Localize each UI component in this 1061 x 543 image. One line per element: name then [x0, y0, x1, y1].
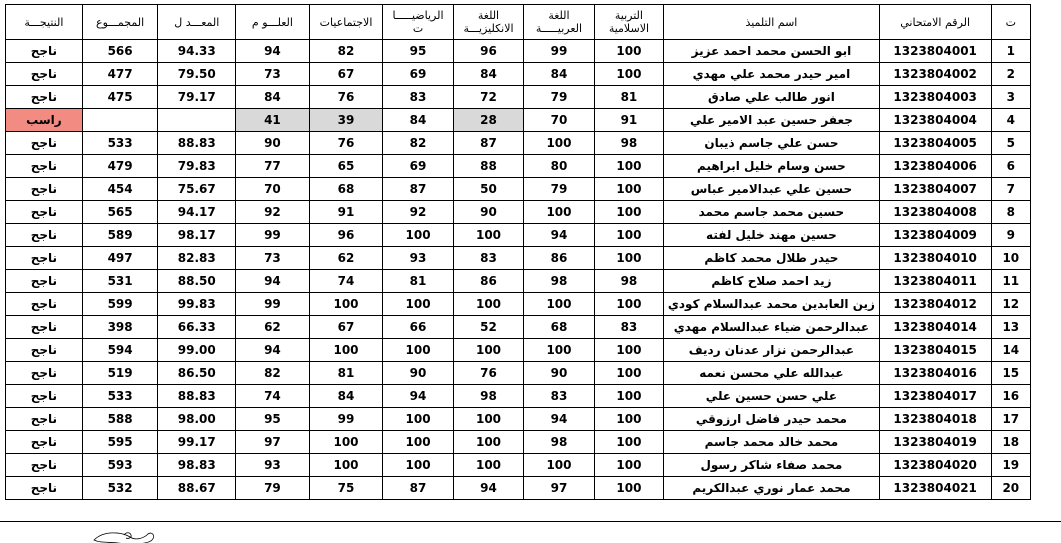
cell-english: 87: [453, 132, 523, 155]
cell-average: 98.17: [158, 224, 236, 247]
cell-math: 81: [383, 270, 453, 293]
cell-english: 100: [453, 431, 523, 454]
cell-exam-number: 1323804017: [879, 385, 991, 408]
cell-student-name: انور طالب علي صادق: [664, 86, 880, 109]
cell-math: 82: [383, 132, 453, 155]
cell-total: 565: [82, 201, 158, 224]
cell-student-name: حسين علي عبدالامير عباس: [664, 178, 880, 201]
cell-math: 100: [383, 454, 453, 477]
table-row: [6, 454, 1031, 477]
cell-result: ناجح: [6, 431, 83, 454]
cell-english: 100: [453, 454, 523, 477]
cell-seq: 2: [991, 63, 1030, 86]
table-row: [6, 431, 1031, 454]
cell-average: 94.33: [158, 40, 236, 63]
cell-exam-number: 1323804014: [879, 316, 991, 339]
cell-math: 92: [383, 201, 453, 224]
cell-result: ناجح: [6, 86, 83, 109]
cell-result: ناجح: [6, 270, 83, 293]
cell-english: 90: [453, 201, 523, 224]
cell-social-studies: 75: [309, 477, 383, 500]
cell-social-studies: 100: [309, 431, 383, 454]
cell-average: 88.83: [158, 132, 236, 155]
cell-social-studies: 96: [309, 224, 383, 247]
cell-english: 86: [453, 270, 523, 293]
cell-arabic: 94: [524, 408, 594, 431]
cell-islamic-education: 98: [594, 270, 663, 293]
cell-seq: 9: [991, 224, 1030, 247]
header-english: اللغة الانكليزيـــة: [453, 5, 523, 40]
table-row: [6, 178, 1031, 201]
cell-math: 93: [383, 247, 453, 270]
table-row: [6, 63, 1031, 86]
cell-student-name: حسن وسام خليل ابراهيم: [664, 155, 880, 178]
header-science: العلـــو م: [236, 5, 310, 40]
cell-science: 74: [236, 385, 310, 408]
cell-student-name: زيد احمد صلاح كاظم: [664, 270, 880, 293]
cell-student-name: حسين مهند خليل لفته: [664, 224, 880, 247]
cell-exam-number: 1323804008: [879, 201, 991, 224]
cell-exam-number: 1323804016: [879, 362, 991, 385]
cell-exam-number: 1323804018: [879, 408, 991, 431]
cell-exam-number: 1323804011: [879, 270, 991, 293]
cell-math: 87: [383, 178, 453, 201]
cell-student-name: امير حيدر محمد علي مهدي: [664, 63, 880, 86]
header-math: الرياضيـــــا ت: [383, 5, 453, 40]
cell-science: 95: [236, 408, 310, 431]
cell-science: 73: [236, 247, 310, 270]
table-row: [6, 86, 1031, 109]
table-row: [6, 201, 1031, 224]
cell-math: 83: [383, 86, 453, 109]
cell-average: 88.83: [158, 385, 236, 408]
cell-exam-number: 1323804004: [879, 109, 991, 132]
cell-islamic-education: 98: [594, 132, 663, 155]
cell-result: ناجح: [6, 316, 83, 339]
cell-result: ناجح: [6, 362, 83, 385]
cell-arabic: 90: [524, 362, 594, 385]
cell-student-name: حسن علي جاسم ذيبان: [664, 132, 880, 155]
cell-seq: 7: [991, 178, 1030, 201]
cell-total: 532: [82, 477, 158, 500]
cell-average: 75.67: [158, 178, 236, 201]
signature-icon: [92, 528, 162, 543]
cell-social-studies: 39: [309, 109, 383, 132]
cell-result: ناجح: [6, 339, 83, 362]
cell-student-name: عبدالرحمن ضياء عبدالسلام مهدي: [664, 316, 880, 339]
cell-average: 94.17: [158, 201, 236, 224]
cell-arabic: 100: [524, 132, 594, 155]
cell-student-name: محمد عمار نوري عبدالكريم: [664, 477, 880, 500]
cell-average: 98.83: [158, 454, 236, 477]
cell-total: 479: [82, 155, 158, 178]
cell-exam-number: 1323804003: [879, 86, 991, 109]
cell-english: 28: [453, 109, 523, 132]
cell-islamic-education: 100: [594, 362, 663, 385]
cell-science: 99: [236, 293, 310, 316]
cell-result: ناجح: [6, 40, 83, 63]
cell-exam-number: 1323804007: [879, 178, 991, 201]
cell-social-studies: 62: [309, 247, 383, 270]
table-row: [6, 40, 1031, 63]
cell-average: 88.50: [158, 270, 236, 293]
cell-math: 87: [383, 477, 453, 500]
cell-result: ناجح: [6, 201, 83, 224]
cell-result: ناجح: [6, 477, 83, 500]
cell-arabic: 100: [524, 201, 594, 224]
cell-islamic-education: 100: [594, 40, 663, 63]
cell-seq: 17: [991, 408, 1030, 431]
cell-result: ناجح: [6, 385, 83, 408]
cell-social-studies: 76: [309, 86, 383, 109]
cell-arabic: 98: [524, 270, 594, 293]
cell-english: 88: [453, 155, 523, 178]
cell-total: 454: [82, 178, 158, 201]
cell-english: 72: [453, 86, 523, 109]
cell-islamic-education: 100: [594, 63, 663, 86]
cell-science: 79: [236, 477, 310, 500]
cell-arabic: 83: [524, 385, 594, 408]
cell-math: 69: [383, 155, 453, 178]
cell-arabic: 86: [524, 247, 594, 270]
cell-english: 96: [453, 40, 523, 63]
cell-math: 100: [383, 224, 453, 247]
cell-arabic: 79: [524, 86, 594, 109]
cell-science: 70: [236, 178, 310, 201]
cell-total: 531: [82, 270, 158, 293]
cell-total: 594: [82, 339, 158, 362]
cell-arabic: 100: [524, 454, 594, 477]
cell-exam-number: 1323804002: [879, 63, 991, 86]
cell-total: 589: [82, 224, 158, 247]
cell-exam-number: 1323804012: [879, 293, 991, 316]
cell-science: 84: [236, 86, 310, 109]
table-row: [6, 477, 1031, 500]
cell-result: ناجح: [6, 155, 83, 178]
header-exam-number: الرقم الامتحاني: [879, 5, 991, 40]
cell-total: 398: [82, 316, 158, 339]
cell-average: 98.00: [158, 408, 236, 431]
cell-exam-number: 1323804019: [879, 431, 991, 454]
cell-seq: 11: [991, 270, 1030, 293]
cell-science: 41: [236, 109, 310, 132]
cell-seq: 15: [991, 362, 1030, 385]
cell-social-studies: 99: [309, 408, 383, 431]
cell-islamic-education: 100: [594, 224, 663, 247]
cell-seq: 6: [991, 155, 1030, 178]
cell-arabic: 84: [524, 63, 594, 86]
cell-science: 99: [236, 224, 310, 247]
cell-english: 98: [453, 385, 523, 408]
cell-english: 100: [453, 408, 523, 431]
cell-science: 94: [236, 270, 310, 293]
cell-social-studies: 76: [309, 132, 383, 155]
cell-islamic-education: 100: [594, 339, 663, 362]
cell-islamic-education: 100: [594, 178, 663, 201]
cell-average: 86.50: [158, 362, 236, 385]
cell-math: 84: [383, 109, 453, 132]
cell-arabic: 94: [524, 224, 594, 247]
cell-average: [158, 109, 236, 132]
cell-arabic: 79: [524, 178, 594, 201]
cell-result: ناجح: [6, 454, 83, 477]
cell-islamic-education: 100: [594, 201, 663, 224]
cell-exam-number: 1323804015: [879, 339, 991, 362]
cell-islamic-education: 100: [594, 477, 663, 500]
cell-total: 533: [82, 132, 158, 155]
cell-math: 69: [383, 63, 453, 86]
cell-seq: 14: [991, 339, 1030, 362]
cell-social-studies: 100: [309, 293, 383, 316]
table-row: [6, 362, 1031, 385]
cell-result: ناجح: [6, 224, 83, 247]
cell-average: 99.83: [158, 293, 236, 316]
cell-average: 99.17: [158, 431, 236, 454]
cell-social-studies: 100: [309, 454, 383, 477]
cell-exam-number: 1323804001: [879, 40, 991, 63]
cell-average: 66.33: [158, 316, 236, 339]
cell-total: 566: [82, 40, 158, 63]
cell-student-name: حيدر طلال محمد كاظم: [664, 247, 880, 270]
cell-total: [82, 109, 158, 132]
cell-science: 73: [236, 63, 310, 86]
cell-islamic-education: 100: [594, 454, 663, 477]
cell-average: 79.17: [158, 86, 236, 109]
header-row: [6, 5, 1031, 40]
cell-english: 100: [453, 224, 523, 247]
cell-arabic: 68: [524, 316, 594, 339]
cell-result: ناجح: [6, 132, 83, 155]
cell-exam-number: 1323804006: [879, 155, 991, 178]
grades-body: [6, 40, 1031, 500]
table-row: [6, 247, 1031, 270]
cell-seq: 12: [991, 293, 1030, 316]
cell-seq: 8: [991, 201, 1030, 224]
cell-islamic-education: 100: [594, 431, 663, 454]
cell-student-name: حسين محمد جاسم محمد: [664, 201, 880, 224]
cell-student-name: زين العابدين محمد عبدالسلام كودي: [664, 293, 880, 316]
cell-science: 90: [236, 132, 310, 155]
cell-total: 533: [82, 385, 158, 408]
cell-science: 97: [236, 431, 310, 454]
cell-seq: 16: [991, 385, 1030, 408]
table-row: [6, 339, 1031, 362]
cell-english: 76: [453, 362, 523, 385]
cell-total: 593: [82, 454, 158, 477]
header-seq: ت: [991, 5, 1030, 40]
results-sheet: [5, 4, 1031, 500]
cell-social-studies: 100: [309, 339, 383, 362]
cell-result: ناجح: [6, 178, 83, 201]
cell-islamic-education: 100: [594, 247, 663, 270]
cell-english: 94: [453, 477, 523, 500]
cell-social-studies: 74: [309, 270, 383, 293]
cell-science: 77: [236, 155, 310, 178]
cell-arabic: 100: [524, 339, 594, 362]
header-average: المعـــد ل: [158, 5, 236, 40]
cell-english: 84: [453, 63, 523, 86]
cell-arabic: 70: [524, 109, 594, 132]
cell-social-studies: 81: [309, 362, 383, 385]
table-row: [6, 109, 1031, 132]
cell-average: 99.00: [158, 339, 236, 362]
cell-exam-number: 1323804010: [879, 247, 991, 270]
cell-islamic-education: 91: [594, 109, 663, 132]
cell-average: 79.50: [158, 63, 236, 86]
cell-islamic-education: 83: [594, 316, 663, 339]
cell-result: ناجح: [6, 63, 83, 86]
cell-student-name: محمد حيدر فاضل ارزوقي: [664, 408, 880, 431]
cell-exam-number: 1323804020: [879, 454, 991, 477]
cell-social-studies: 65: [309, 155, 383, 178]
cell-student-name: علي حسن حسين علي: [664, 385, 880, 408]
cell-math: 100: [383, 408, 453, 431]
table-row: [6, 316, 1031, 339]
cell-science: 93: [236, 454, 310, 477]
cell-science: 94: [236, 339, 310, 362]
cell-exam-number: 1323804009: [879, 224, 991, 247]
cell-student-name: ابو الحسن محمد احمد عزيز: [664, 40, 880, 63]
cell-science: 82: [236, 362, 310, 385]
cell-islamic-education: 100: [594, 293, 663, 316]
cell-average: 88.67: [158, 477, 236, 500]
cell-arabic: 80: [524, 155, 594, 178]
cell-seq: 4: [991, 109, 1030, 132]
cell-social-studies: 82: [309, 40, 383, 63]
cell-math: 100: [383, 431, 453, 454]
cell-result: راسب: [6, 109, 83, 132]
cell-social-studies: 91: [309, 201, 383, 224]
cell-total: 475: [82, 86, 158, 109]
cell-seq: 19: [991, 454, 1030, 477]
cell-science: 94: [236, 40, 310, 63]
cell-seq: 20: [991, 477, 1030, 500]
cell-islamic-education: 81: [594, 86, 663, 109]
cell-arabic: 98: [524, 431, 594, 454]
cell-english: 100: [453, 293, 523, 316]
table-row: [6, 408, 1031, 431]
cell-result: ناجح: [6, 408, 83, 431]
cell-english: 83: [453, 247, 523, 270]
cell-result: ناجح: [6, 247, 83, 270]
cell-math: 66: [383, 316, 453, 339]
cell-social-studies: 67: [309, 63, 383, 86]
header-student-name: اسم التلميذ: [664, 5, 880, 40]
cell-math: 94: [383, 385, 453, 408]
cell-science: 92: [236, 201, 310, 224]
cell-total: 519: [82, 362, 158, 385]
cell-seq: 18: [991, 431, 1030, 454]
cell-science: 62: [236, 316, 310, 339]
table-row: [6, 270, 1031, 293]
cell-islamic-education: 100: [594, 155, 663, 178]
cell-total: 497: [82, 247, 158, 270]
cell-math: 95: [383, 40, 453, 63]
cell-student-name: محمد صفاء شاكر رسول: [664, 454, 880, 477]
cell-seq: 3: [991, 86, 1030, 109]
table-row: [6, 293, 1031, 316]
cell-average: 79.83: [158, 155, 236, 178]
table-row: [6, 385, 1031, 408]
cell-total: 595: [82, 431, 158, 454]
header-islamic-education: التربية الاسلامية: [594, 5, 663, 40]
cell-seq: 5: [991, 132, 1030, 155]
footer-divider: [0, 521, 1061, 522]
cell-arabic: 97: [524, 477, 594, 500]
cell-student-name: عبدالرحمن نزار عدنان رديف: [664, 339, 880, 362]
cell-islamic-education: 100: [594, 408, 663, 431]
cell-total: 588: [82, 408, 158, 431]
cell-social-studies: 67: [309, 316, 383, 339]
cell-exam-number: 1323804021: [879, 477, 991, 500]
cell-arabic: 100: [524, 293, 594, 316]
header-result: النتيجـــة: [6, 5, 83, 40]
cell-total: 599: [82, 293, 158, 316]
cell-seq: 1: [991, 40, 1030, 63]
cell-result: ناجح: [6, 293, 83, 316]
cell-arabic: 99: [524, 40, 594, 63]
cell-islamic-education: 100: [594, 385, 663, 408]
cell-total: 477: [82, 63, 158, 86]
header-arabic: اللغة العربيـــــة: [524, 5, 594, 40]
grades-table: [5, 4, 1031, 500]
header-total: المجمـــوع: [82, 5, 158, 40]
cell-english: 52: [453, 316, 523, 339]
cell-social-studies: 68: [309, 178, 383, 201]
cell-math: 100: [383, 339, 453, 362]
cell-seq: 10: [991, 247, 1030, 270]
cell-math: 90: [383, 362, 453, 385]
cell-english: 100: [453, 339, 523, 362]
cell-student-name: عبدالله علي محسن نعمه: [664, 362, 880, 385]
cell-average: 82.83: [158, 247, 236, 270]
table-row: [6, 155, 1031, 178]
header-social-studies: الاجتماعيات: [309, 5, 383, 40]
table-row: [6, 224, 1031, 247]
cell-student-name: جعفر حسين عبد الامير علي: [664, 109, 880, 132]
cell-seq: 13: [991, 316, 1030, 339]
table-row: [6, 132, 1031, 155]
cell-math: 100: [383, 293, 453, 316]
cell-student-name: محمد خالد محمد جاسم: [664, 431, 880, 454]
cell-exam-number: 1323804005: [879, 132, 991, 155]
cell-social-studies: 84: [309, 385, 383, 408]
cell-english: 50: [453, 178, 523, 201]
